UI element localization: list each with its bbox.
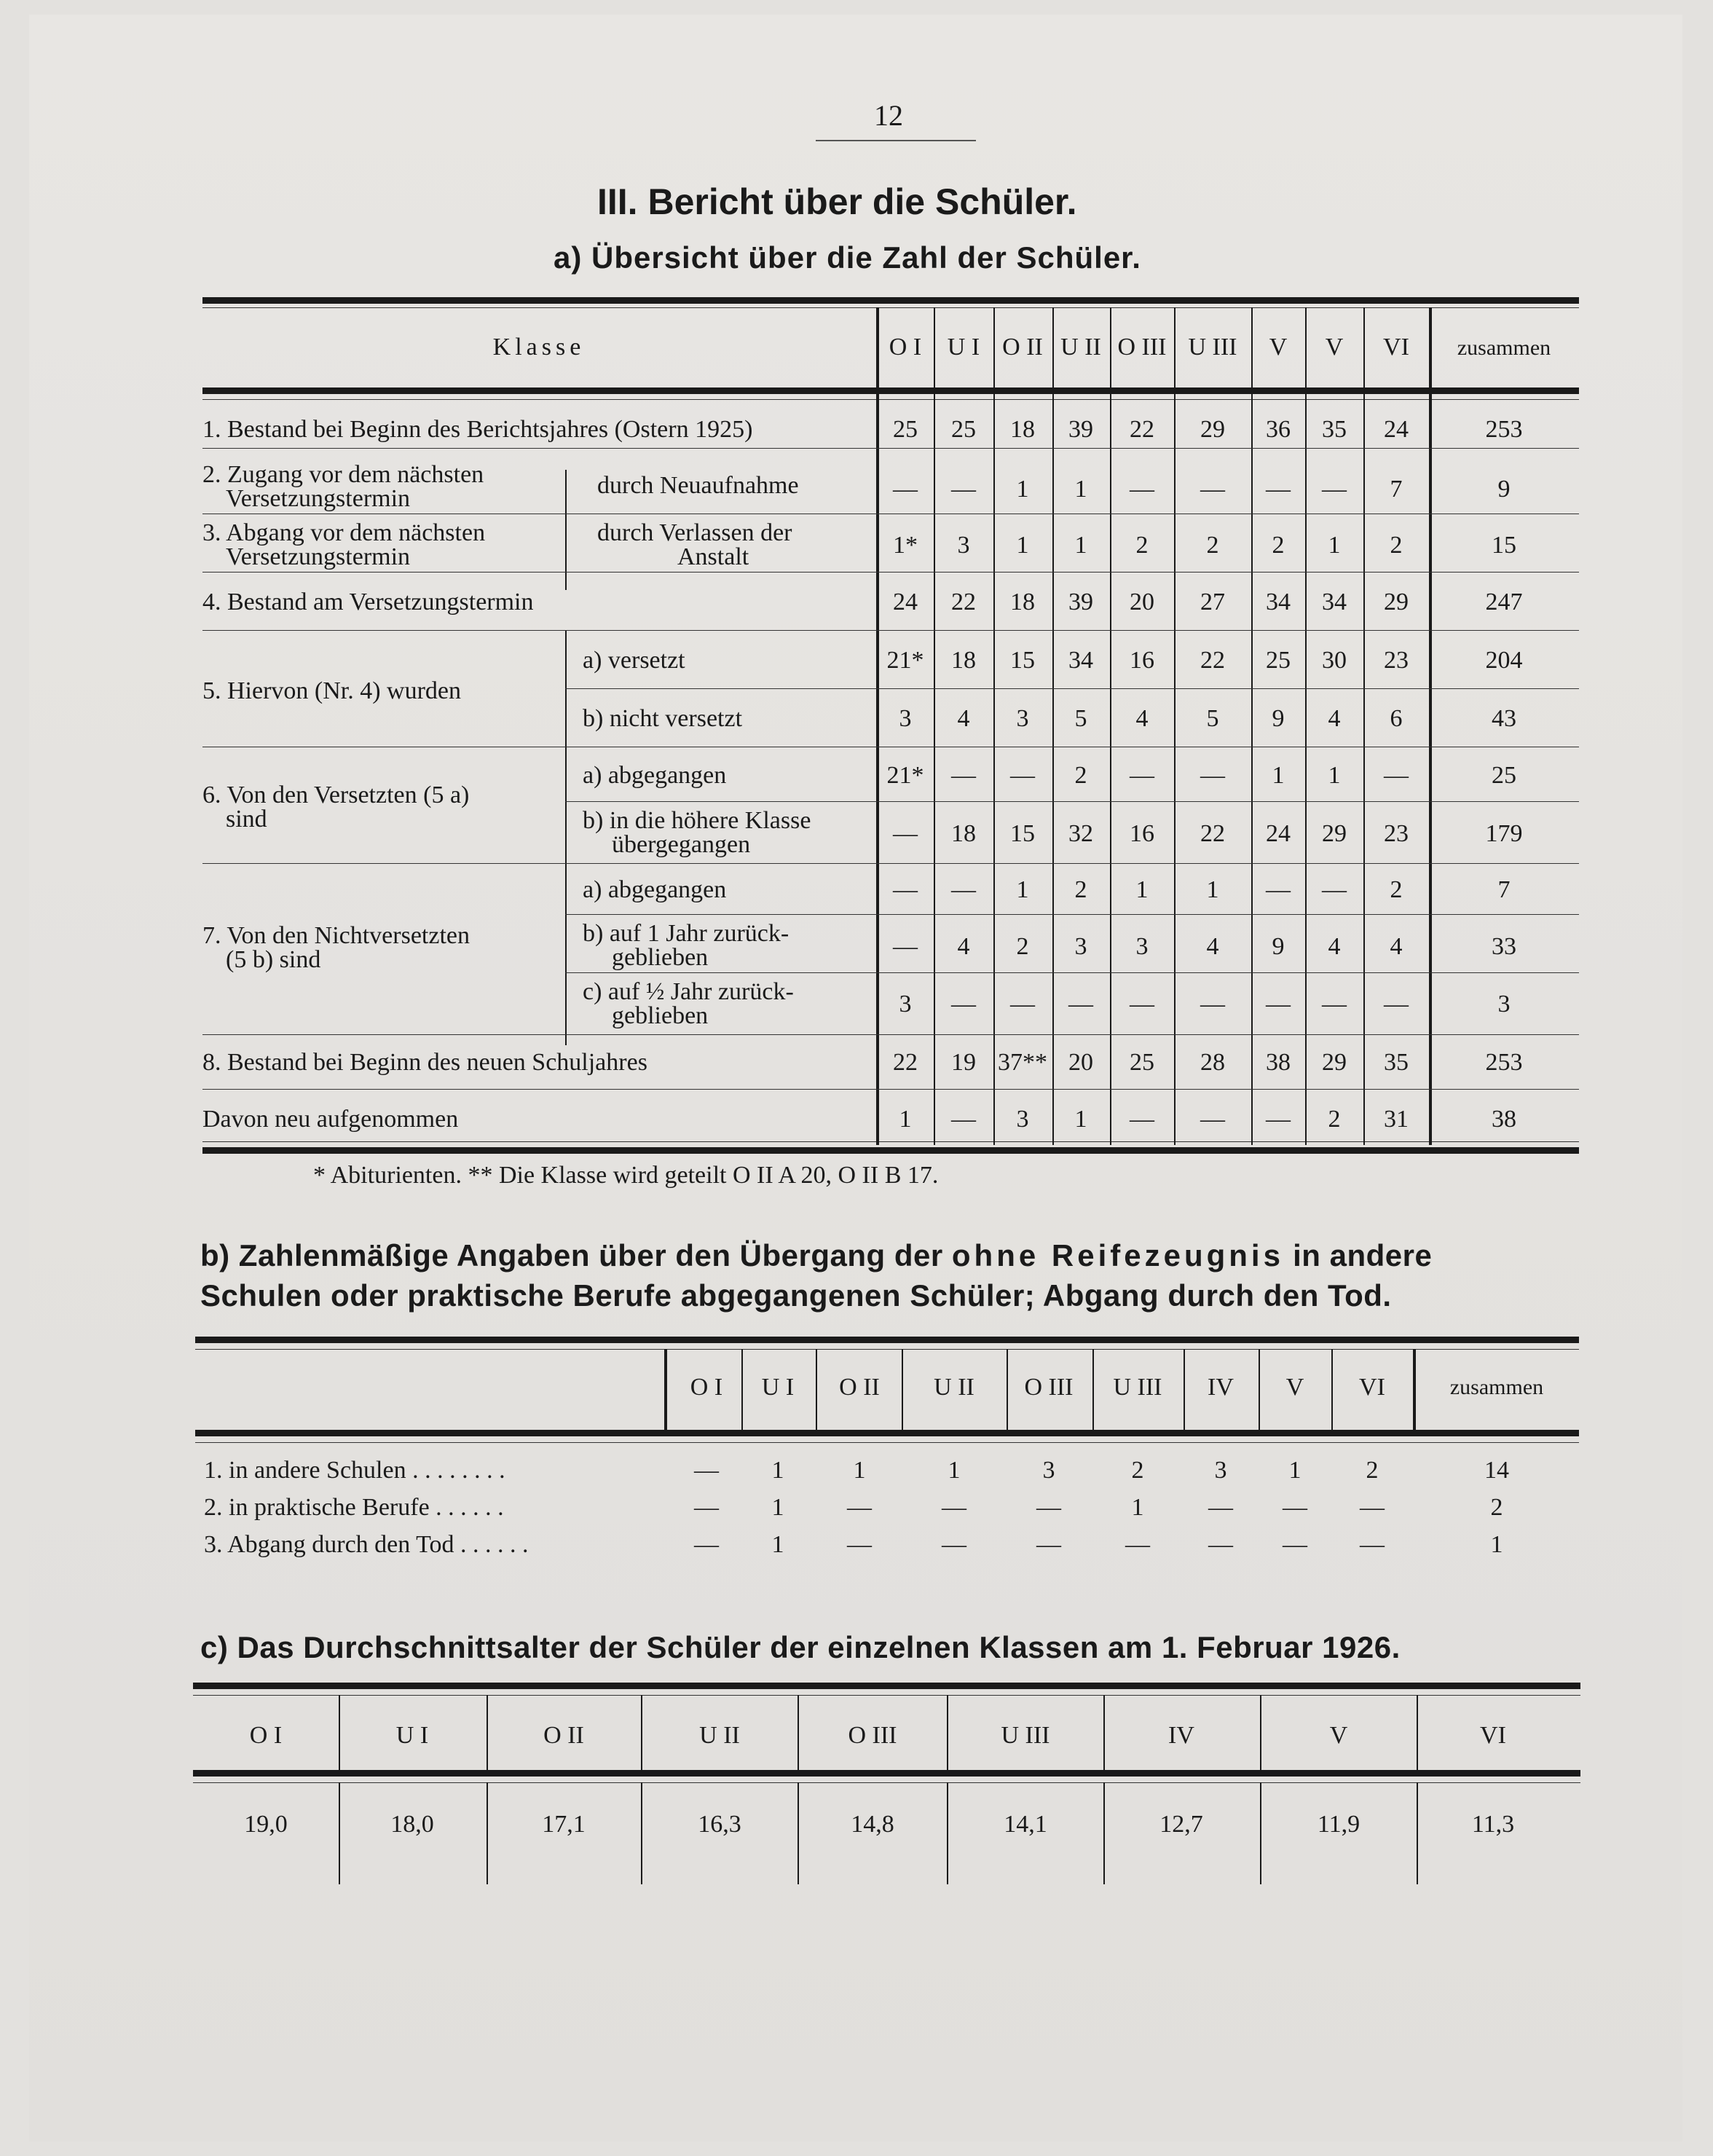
table-b-col-head: U I: [761, 1374, 795, 1401]
table-c-title: c) Das Durchschnittsalter der Schüler der einzelnen Klassen am 1. Februar 1926.: [200, 1630, 1401, 1664]
table-a-cell: 20: [1068, 1049, 1093, 1076]
table-b-col-head: U II: [934, 1374, 974, 1401]
table-a-title: a) Übersicht über die Zahl der Schüler.: [554, 240, 1141, 275]
table-a-cell: 22: [893, 1049, 918, 1076]
row-detail: übergegangen: [612, 831, 751, 858]
table-a-cell: 24: [1266, 820, 1291, 847]
table-a-cell: 1: [1016, 532, 1029, 559]
table-a-cell: 25: [1266, 647, 1291, 674]
table-a-cell: 1: [1074, 476, 1087, 503]
table-a-cell: —: [1010, 991, 1035, 1018]
table-a-cell: 7: [1390, 476, 1403, 503]
row-label: 8. Bestand bei Beginn des neuen Schuljahres: [202, 1049, 647, 1076]
footnote: * Abiturienten. ** Die Klasse wird geteilt O II A 20, O II B 17.: [313, 1162, 939, 1189]
table-a-cell: —: [1266, 476, 1291, 503]
table-b-col-head: O III: [1024, 1374, 1074, 1401]
table-a-cell: 2: [1074, 762, 1087, 789]
table-a-cell: 253: [1485, 416, 1523, 443]
table-b-cell: 1: [771, 1531, 784, 1558]
table-a-cell: 22: [951, 589, 976, 615]
table-a-cell: 2: [1135, 532, 1149, 559]
table-b-cell: 2: [1131, 1457, 1144, 1484]
table-a-cell: 38: [1266, 1049, 1291, 1076]
row-detail: a) abgegangen: [583, 762, 727, 789]
table-a-cell: 4: [1328, 933, 1341, 960]
table-c-col-head: VI: [1480, 1722, 1506, 1749]
table-a-cell: —: [951, 762, 976, 789]
table-a-cell: 253: [1485, 1049, 1523, 1076]
table-b-cell: —: [847, 1494, 872, 1521]
table-a-cell: 5: [1206, 705, 1219, 732]
table-a-cell: 1: [1328, 762, 1341, 789]
table-b-cell: —: [694, 1457, 719, 1484]
row-label: sind: [226, 806, 267, 833]
table-b-cell: 1: [771, 1457, 784, 1484]
table-a-cell: 1*: [893, 532, 918, 559]
table-a-cell: 39: [1068, 416, 1093, 443]
table-a-cell: 5: [1074, 705, 1087, 732]
table-a-cell: 1: [1074, 1106, 1087, 1133]
table-a-cell: 2: [1390, 876, 1403, 903]
table-a-cell: 21*: [886, 762, 924, 789]
table-c-col-head: O III: [848, 1722, 897, 1749]
table-a-col-head: O III: [1117, 334, 1167, 361]
table-c-value: 14,8: [851, 1811, 894, 1838]
table-a-cell: —: [1322, 991, 1347, 1018]
table-a-cell: —: [893, 933, 918, 960]
table-a-cell: 2: [1206, 532, 1219, 559]
row-detail: durch Neuaufnahme: [597, 472, 799, 499]
table-a-cell: —: [1266, 876, 1291, 903]
table-a-cell: 247: [1485, 589, 1523, 615]
row-label: 4. Bestand am Versetzungstermin: [202, 589, 534, 615]
table-a-cell: 29: [1322, 1049, 1347, 1076]
table-a-cell: —: [1322, 876, 1347, 903]
table-a-col-head: O I: [889, 334, 922, 361]
table-c-value: 18,0: [390, 1811, 434, 1838]
table-b-col-head: IV: [1208, 1374, 1234, 1401]
table-a-cell: —: [1010, 762, 1035, 789]
table-a-cell: 3: [899, 705, 912, 732]
row-detail: Anstalt: [677, 543, 749, 570]
table-a-cell: —: [893, 820, 918, 847]
table-c-value: 17,1: [542, 1811, 586, 1838]
table-a-cell: 15: [1492, 532, 1516, 559]
table-b-cell: 2: [1490, 1494, 1503, 1521]
table-c-value: 12,7: [1159, 1811, 1203, 1838]
row-label: 2. Zugang vor dem nächsten: [202, 461, 484, 488]
table-b-cell: 1: [771, 1494, 784, 1521]
table-a-cell: 34: [1068, 647, 1093, 674]
row-detail: b) in die höhere Klasse: [583, 807, 811, 834]
table-a-cell: 27: [1200, 589, 1225, 615]
table-a-cell: 38: [1492, 1106, 1516, 1133]
table-b-cell: —: [1283, 1531, 1307, 1558]
table-c-value: 11,9: [1317, 1811, 1360, 1838]
table-c-col-head: IV: [1168, 1722, 1194, 1749]
table-b-cell: —: [694, 1494, 719, 1521]
table-c-col-head: V: [1329, 1722, 1348, 1749]
row-detail: a) abgegangen: [583, 876, 727, 903]
table-a-cell: 24: [893, 589, 918, 615]
table-a-cell: 3: [1016, 1106, 1029, 1133]
table-a-cell: 1: [1328, 532, 1341, 559]
table-b-title-line1: b) Zahlenmäßige Angaben über den Übergang der ohne Reifezeugnis in andere: [200, 1238, 1433, 1272]
table-b-cell: —: [847, 1531, 872, 1558]
table-b-cell: —: [1360, 1531, 1385, 1558]
table-c-value: 16,3: [698, 1811, 741, 1838]
table-a-col-head: zusammen: [1457, 336, 1551, 360]
row-label: Davon neu aufgenommen: [202, 1106, 459, 1133]
table-a-cell: 37**: [998, 1049, 1047, 1076]
table-a-cell: —: [1200, 1106, 1225, 1133]
table-a-cell: —: [1200, 991, 1225, 1018]
table-a-cell: 43: [1492, 705, 1516, 732]
table-a-cell: —: [951, 1106, 976, 1133]
table-b-cell: —: [1036, 1531, 1061, 1558]
table-b-cell: —: [1208, 1531, 1233, 1558]
table-a-cell: 9: [1272, 933, 1285, 960]
table-a-cell: 30: [1322, 647, 1347, 674]
table-a-cell: 29: [1200, 416, 1225, 443]
row-label: 6. Von den Versetzten (5 a): [202, 782, 470, 808]
table-b-cell: —: [694, 1531, 719, 1558]
row-detail: b) auf 1 Jahr zurück-: [583, 920, 789, 947]
table-a-cell: 1: [1016, 876, 1029, 903]
table-b-col-head: zusammen: [1449, 1375, 1544, 1399]
table-c-value: 14,1: [1004, 1811, 1047, 1838]
table-a-cell: 28: [1200, 1049, 1225, 1076]
table-a-cell: —: [1130, 1106, 1154, 1133]
table-a-col-head: VI: [1383, 334, 1409, 361]
table-a-cell: 3: [1497, 991, 1511, 1018]
table-a-cell: 25: [1130, 1049, 1154, 1076]
row-label: 3. Abgang durch den Tod . . . . . .: [204, 1531, 529, 1558]
table-a-cell: —: [1130, 476, 1154, 503]
table-a-cell: —: [1266, 991, 1291, 1018]
table-a-cell: 21*: [886, 647, 924, 674]
table-a-cell: 9: [1272, 705, 1285, 732]
table-a-cell: 34: [1322, 589, 1347, 615]
table-a-cell: 23: [1384, 820, 1409, 847]
table-a-cell: 33: [1492, 933, 1516, 960]
table-c-value: 19,0: [244, 1811, 288, 1838]
row-label: Versetzungstermin: [226, 543, 411, 570]
table-a-cell: 35: [1384, 1049, 1409, 1076]
table-a-cell: 16: [1130, 647, 1154, 674]
table-a-cell: 22: [1200, 647, 1225, 674]
table-b-cell: 1: [853, 1457, 866, 1484]
table-b-cell: 1: [1288, 1457, 1302, 1484]
page-number: 12: [874, 99, 903, 132]
table-a-col-head: V: [1325, 334, 1344, 361]
table-a-cell: —: [1130, 991, 1154, 1018]
table-b-title-line2: Schulen oder praktische Berufe abgegangenen Schüler; Abgang durch den Tod.: [200, 1278, 1392, 1313]
table-a-col-head: U III: [1188, 334, 1237, 361]
row-detail: b) nicht versetzt: [583, 705, 743, 732]
table-c-col-head: O II: [543, 1722, 584, 1749]
table-a-cell: 22: [1130, 416, 1154, 443]
row-label: 3. Abgang vor dem nächsten: [202, 519, 486, 546]
table-b-cell: 1: [948, 1457, 961, 1484]
row-label: Versetzungstermin: [226, 485, 411, 512]
row-detail: geblieben: [612, 944, 709, 971]
table-a-cell: 1: [1016, 476, 1029, 503]
table-a-cell: 2: [1074, 876, 1087, 903]
table-a-cell: —: [1322, 476, 1347, 503]
table-a-cell: —: [1384, 991, 1409, 1018]
table-a-cell: 3: [1135, 933, 1149, 960]
table-a-cell: 18: [951, 820, 976, 847]
table-a-cell: —: [951, 876, 976, 903]
table-a-cell: 1: [1074, 532, 1087, 559]
table-a-cell: 25: [951, 416, 976, 443]
table-b-cell: —: [1125, 1531, 1150, 1558]
table-a-cell: —: [893, 476, 918, 503]
table-a-cell: 19: [951, 1049, 976, 1076]
table-a-cell: 1: [899, 1106, 912, 1133]
page-number-rule: [816, 140, 976, 141]
table-a-cell: 23: [1384, 647, 1409, 674]
table-b-cell: —: [942, 1494, 966, 1521]
table-a-cell: 3: [899, 991, 912, 1018]
table-c-col-head: O I: [249, 1722, 283, 1749]
table-a-cell: 24: [1384, 416, 1409, 443]
table-a-cell: 16: [1130, 820, 1154, 847]
table-a-cell: 3: [1074, 933, 1087, 960]
table-c-col-head: U II: [699, 1722, 740, 1749]
table-a-col-head: O II: [1002, 334, 1043, 361]
row-label: 1. in andere Schulen . . . . . . . .: [204, 1457, 505, 1484]
table-a-cell: 29: [1384, 589, 1409, 615]
row-detail: durch Verlassen der: [597, 519, 792, 546]
table-a-cell: 1: [1272, 762, 1285, 789]
table-b-cell: 2: [1366, 1457, 1379, 1484]
table-a-cell: 179: [1485, 820, 1523, 847]
table-b-cell: 3: [1214, 1457, 1227, 1484]
row-label: 1. Bestand bei Beginn des Berichtsjahres (Ostern 1925): [202, 416, 753, 443]
table-a-cell: 2: [1390, 532, 1403, 559]
table-a-cell: 15: [1010, 820, 1035, 847]
table-a-cell: —: [1130, 762, 1154, 789]
table-b-cell: —: [942, 1531, 966, 1558]
table-a-cell: 18: [951, 647, 976, 674]
table-a-cell: 4: [1135, 705, 1149, 732]
row-label: 7. Von den Nichtversetzten: [202, 922, 470, 949]
table-a-cell: 36: [1266, 416, 1291, 443]
table-a-cell: 7: [1497, 876, 1511, 903]
table-a-cell: 20: [1130, 589, 1154, 615]
table-a-cell: 4: [1328, 705, 1341, 732]
table-a-cell: 6: [1390, 705, 1403, 732]
table-b-col-head: VI: [1359, 1374, 1385, 1401]
table-b-cell: —: [1036, 1494, 1061, 1521]
table-b-col-head: O II: [839, 1374, 880, 1401]
table-b-col-head: V: [1285, 1374, 1304, 1401]
table-a-cell: 2: [1328, 1106, 1341, 1133]
table-b-cell: 1: [1490, 1531, 1503, 1558]
table-b-cell: 3: [1042, 1457, 1055, 1484]
table-c-col-head: U III: [1001, 1722, 1050, 1749]
table-a-col-head: U I: [947, 334, 980, 361]
table-a-cell: 1: [1206, 876, 1219, 903]
table-a-cell: 32: [1068, 820, 1093, 847]
table-a-cell: 25: [893, 416, 918, 443]
table-a-cell: 18: [1010, 589, 1035, 615]
table-b-cell: —: [1283, 1494, 1307, 1521]
table-a-cell: —: [1068, 991, 1093, 1018]
table-a-cell: 3: [1016, 705, 1029, 732]
table-a-cell: 18: [1010, 416, 1035, 443]
table-a-cell: —: [1200, 476, 1225, 503]
table-b-cell: —: [1208, 1494, 1233, 1521]
table-a-cell: 39: [1068, 589, 1093, 615]
table-b-col-head: O I: [690, 1374, 723, 1401]
table-a-cell: 22: [1200, 820, 1225, 847]
table-a-cell: 3: [957, 532, 970, 559]
table-a-col-head: V: [1269, 334, 1288, 361]
row-detail: c) auf ½ Jahr zurück-: [583, 978, 794, 1005]
table-a-cell: —: [1266, 1106, 1291, 1133]
table-b-col-head: U III: [1113, 1374, 1162, 1401]
table-a-cell: 1: [1135, 876, 1149, 903]
table-a-cell: 31: [1384, 1106, 1409, 1133]
table-b-cell: —: [1360, 1494, 1385, 1521]
table-a-cell: 34: [1266, 589, 1291, 615]
table-a-cell: —: [1200, 762, 1225, 789]
row-label: 5. Hiervon (Nr. 4) wurden: [202, 677, 462, 704]
table-a-cell: —: [893, 876, 918, 903]
table-a-cell: 25: [1492, 762, 1516, 789]
row-label: (5 b) sind: [226, 946, 321, 973]
table-a-cell: —: [951, 476, 976, 503]
table-b-cell: 14: [1484, 1457, 1509, 1484]
table-a-cell: 4: [957, 705, 970, 732]
row-detail: a) versetzt: [583, 647, 685, 674]
table-a-col-head: U II: [1060, 334, 1101, 361]
table-a-cell: 4: [957, 933, 970, 960]
table-b-cell: 1: [1131, 1494, 1144, 1521]
table-c-col-head: U I: [395, 1722, 429, 1749]
table-a-cell: 29: [1322, 820, 1347, 847]
table-a-cell: 9: [1497, 476, 1511, 503]
table-a-cell: —: [1384, 762, 1409, 789]
table-a-cell: 2: [1272, 532, 1285, 559]
table-a-cell: 35: [1322, 416, 1347, 443]
row-label: 2. in praktische Berufe . . . . . .: [204, 1494, 504, 1521]
table-a-cell: 2: [1016, 933, 1029, 960]
row-detail: geblieben: [612, 1002, 709, 1029]
section-title: III. Bericht über die Schüler.: [597, 181, 1077, 222]
table-a-header-klasse: Klasse: [492, 334, 586, 361]
table-a-cell: 4: [1390, 933, 1403, 960]
table-c-value: 11,3: [1471, 1811, 1515, 1838]
table-a-cell: 15: [1010, 647, 1035, 674]
table-a-cell: 204: [1485, 647, 1523, 674]
table-a-cell: —: [951, 991, 976, 1018]
table-a-cell: 4: [1206, 933, 1219, 960]
